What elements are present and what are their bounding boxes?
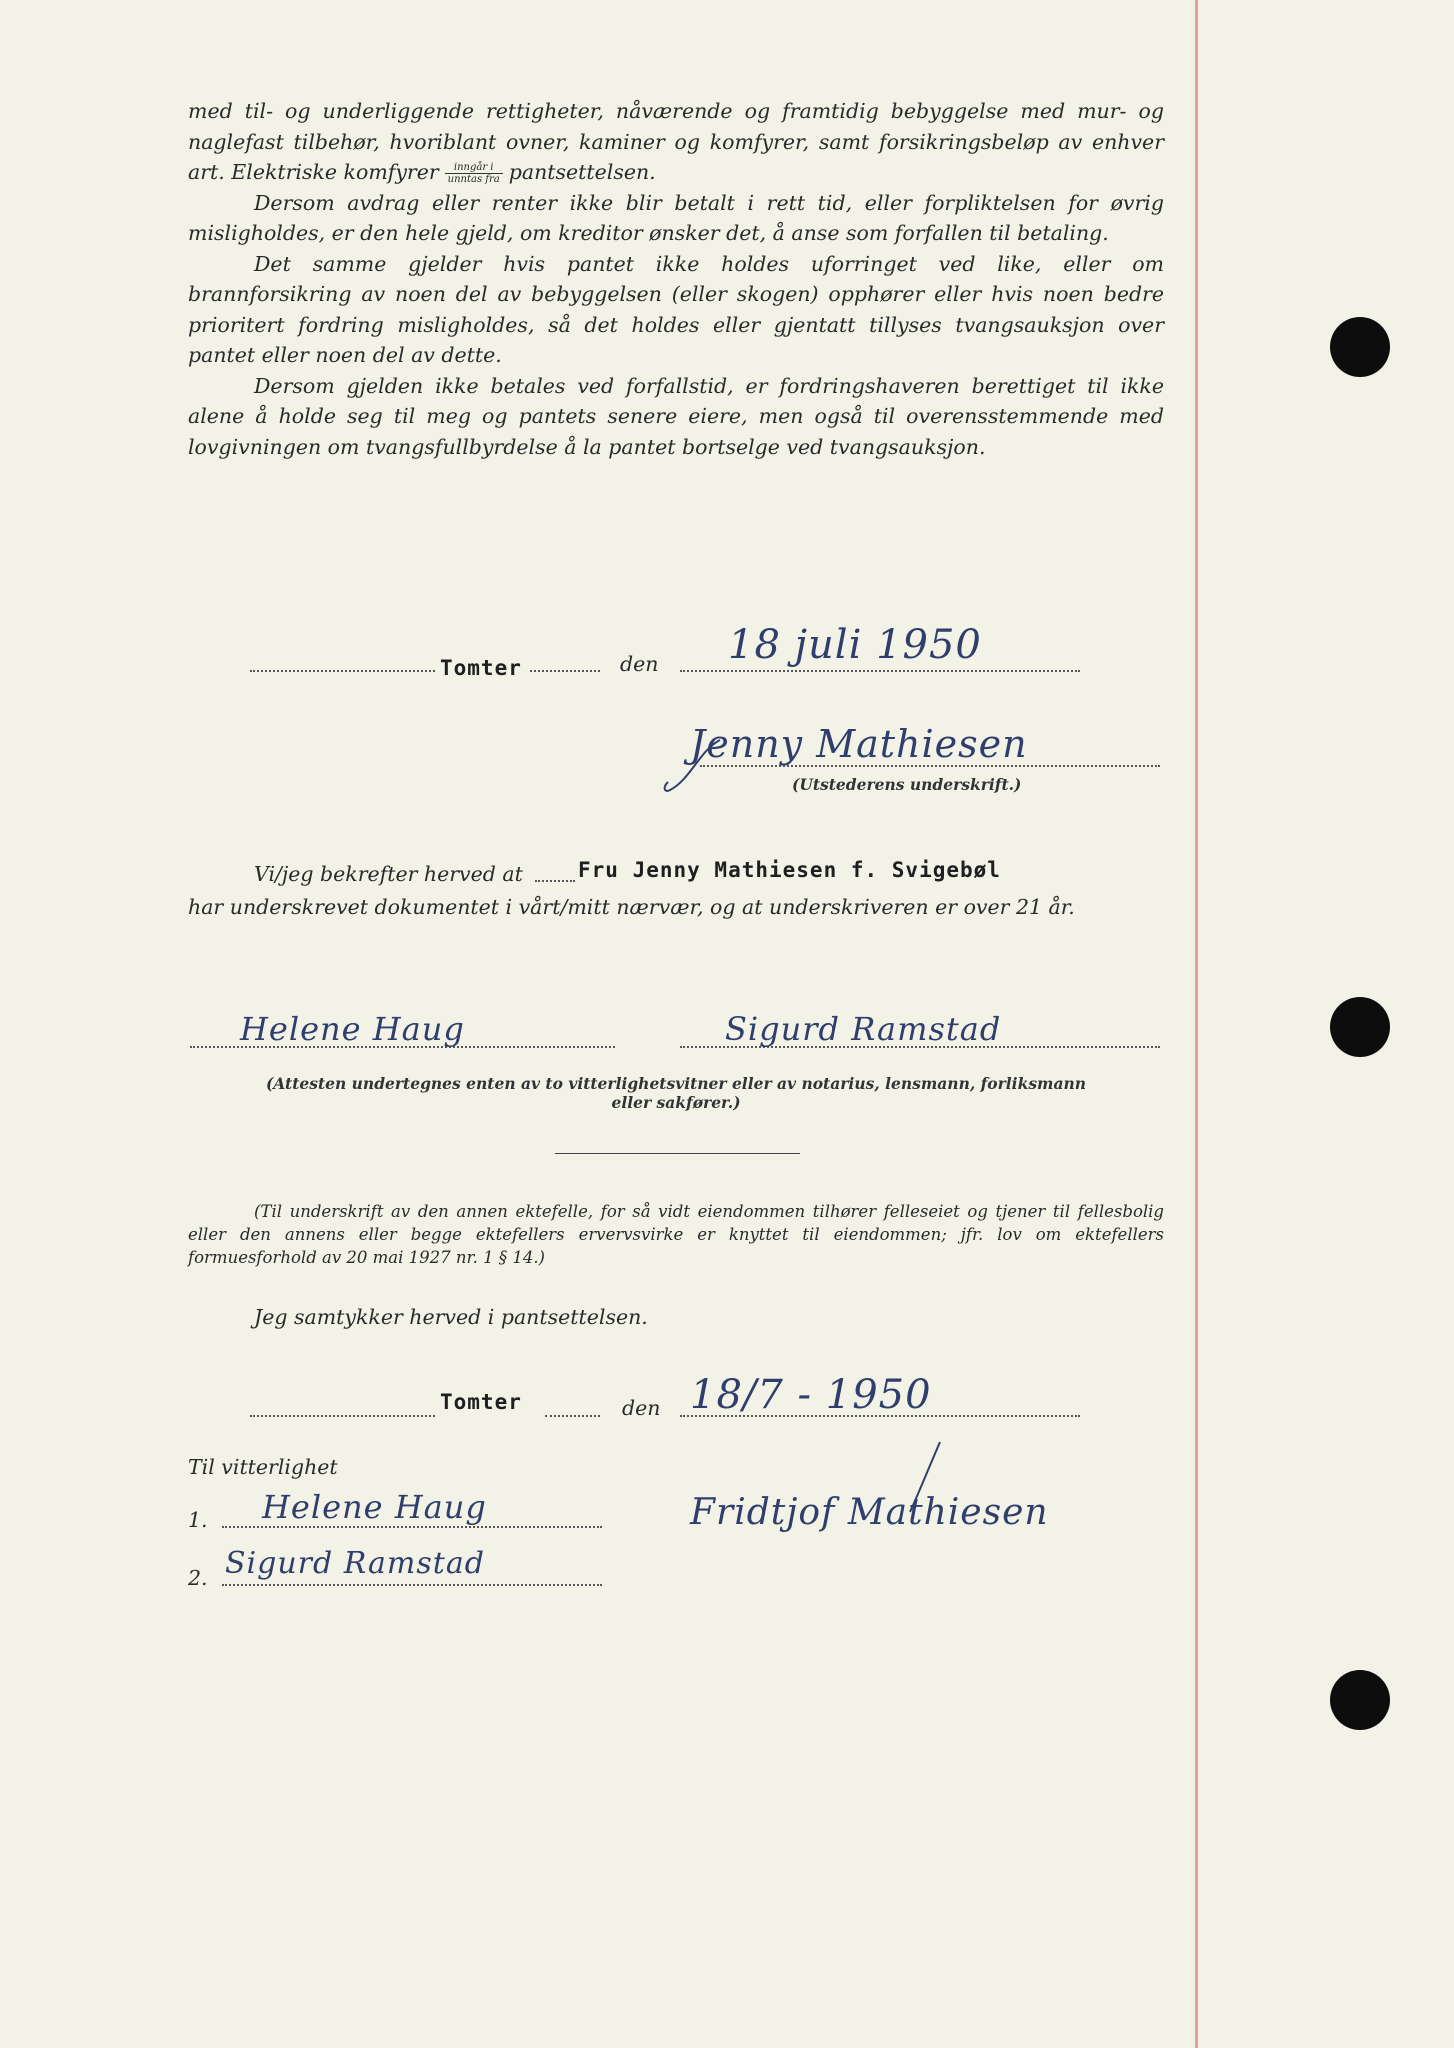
dotted-line bbox=[250, 1415, 435, 1417]
attest-note bbox=[188, 1074, 1164, 1112]
witness-signature-1: Helene Haug bbox=[240, 1010, 465, 1048]
paragraph-deterioration: Det samme gjelder hvis pantet ikke holdes uforringet ved like, eller om brannforsikring av noen del av bebyggelsen (eller skogen) opphører eller hvis noen bedre prioritert fordring misligholdes, så det holdes eller gjentatt tillyses tvangsauksjon over pantet eller noen del av dette. bbox=[188, 251, 1164, 367]
place-1: Tomter bbox=[440, 656, 522, 680]
consent-text: Jeg samtykker herved i pantsettelsen. bbox=[254, 1305, 648, 1329]
til-vitterlighet-label: Til vitterlighet bbox=[188, 1455, 338, 1479]
witness-2-signature-1: Helene Haug bbox=[262, 1488, 487, 1526]
margin-line bbox=[1195, 0, 1198, 2048]
witness-2-signature-2: Sigurd Ramstad bbox=[225, 1546, 485, 1581]
dotted-line bbox=[250, 670, 435, 672]
witness-number-1: 1. bbox=[188, 1508, 208, 1532]
paragraph-rights bbox=[188, 96, 1164, 188]
fraction-choice bbox=[445, 162, 503, 185]
attest-note-line-1: (Attesten undertegnes enten av to vitterlighetsvitner eller av notarius, lensmann, forliksmann bbox=[265, 1074, 1087, 1093]
spouse-footnote: (Til underskrift av den annen ektefelle, for så vidt eiendommen tilhører felleseiet og tjener til fellesbolig eller den annens eller begge ektefellers ervervsvirke er knyttet til eiendommen; jfr. lov om ektefellers formuesforhold av 20 mai 1927 nr. 1 § 14.) bbox=[188, 1202, 1164, 1267]
dotted-line bbox=[535, 880, 575, 882]
den-label-1: den bbox=[620, 652, 659, 676]
body-text bbox=[188, 96, 1164, 462]
place-2: Tomter bbox=[440, 1390, 522, 1414]
paragraph-enforcement: Dersom gjelden ikke betales ved forfallstid, er fordringshaveren berettiget til ikke alene å holde seg til meg og pantets senere eiere, men også til overensstemmende med lovgivningen om tvangsfullbyrdelse å la pantet bortselge ved tvangsauksjon. bbox=[188, 373, 1164, 459]
paragraph-1-text: med til- og underliggende rettigheter, nåværende og framtidig bebyggelse med mur- og naglefast tilbehør, hvoriblant ovner, kaminer og komfyrer, samt forsikringsbeløp av enhver art. Elektriske komfyrer bbox=[188, 99, 1164, 184]
dotted-line bbox=[222, 1584, 602, 1586]
punch-hole bbox=[1330, 1670, 1390, 1730]
punch-hole bbox=[1330, 317, 1390, 377]
confirm-prefix: Vi/jeg bekrefter herved at bbox=[254, 862, 523, 886]
witness-number-2: 2. bbox=[188, 1566, 208, 1590]
dotted-line bbox=[222, 1526, 602, 1528]
dotted-line bbox=[530, 670, 600, 672]
issuer-signature-flourish bbox=[660, 730, 780, 800]
spouse-signature-flourish bbox=[880, 1440, 960, 1520]
paragraph-default: Dersom avdrag eller renter ikke blir betalt i rett tid, eller forpliktelsen for øvrig misligholdes, er den hele gjeld, om kreditor ønsker det, å anse som forfallen til betaling. bbox=[188, 190, 1164, 245]
issuer-signature: Jenny Mathiesen bbox=[690, 722, 1028, 766]
fraction-bottom: unntas fra bbox=[447, 174, 500, 185]
den-label-2: den bbox=[622, 1396, 661, 1420]
fraction-top: inngår i bbox=[445, 162, 503, 174]
separator-rule bbox=[555, 1153, 800, 1154]
paragraph-1-end: pantsettelsen. bbox=[508, 160, 656, 184]
date-2-handwritten: 18/7 - 1950 bbox=[690, 1372, 932, 1418]
date-1-handwritten: 18 juli 1950 bbox=[728, 622, 982, 668]
issuer-caption: (Utstederens underskrift.) bbox=[792, 775, 1022, 794]
punch-hole bbox=[1330, 997, 1390, 1057]
confirm-name: Fru Jenny Mathiesen f. Svigebøl bbox=[578, 858, 1001, 882]
spouse-signature: Fridtjof Mathiesen bbox=[690, 1492, 1049, 1533]
confirm-rest: har underskrevet dokumentet i vårt/mitt nærvær, og at underskriveren er over 21 år. bbox=[188, 895, 1075, 919]
attest-note-line-2: eller sakfører.) bbox=[611, 1093, 741, 1112]
witness-signature-2: Sigurd Ramstad bbox=[725, 1010, 1002, 1048]
dotted-line bbox=[680, 670, 1080, 672]
dotted-line bbox=[545, 1415, 600, 1417]
